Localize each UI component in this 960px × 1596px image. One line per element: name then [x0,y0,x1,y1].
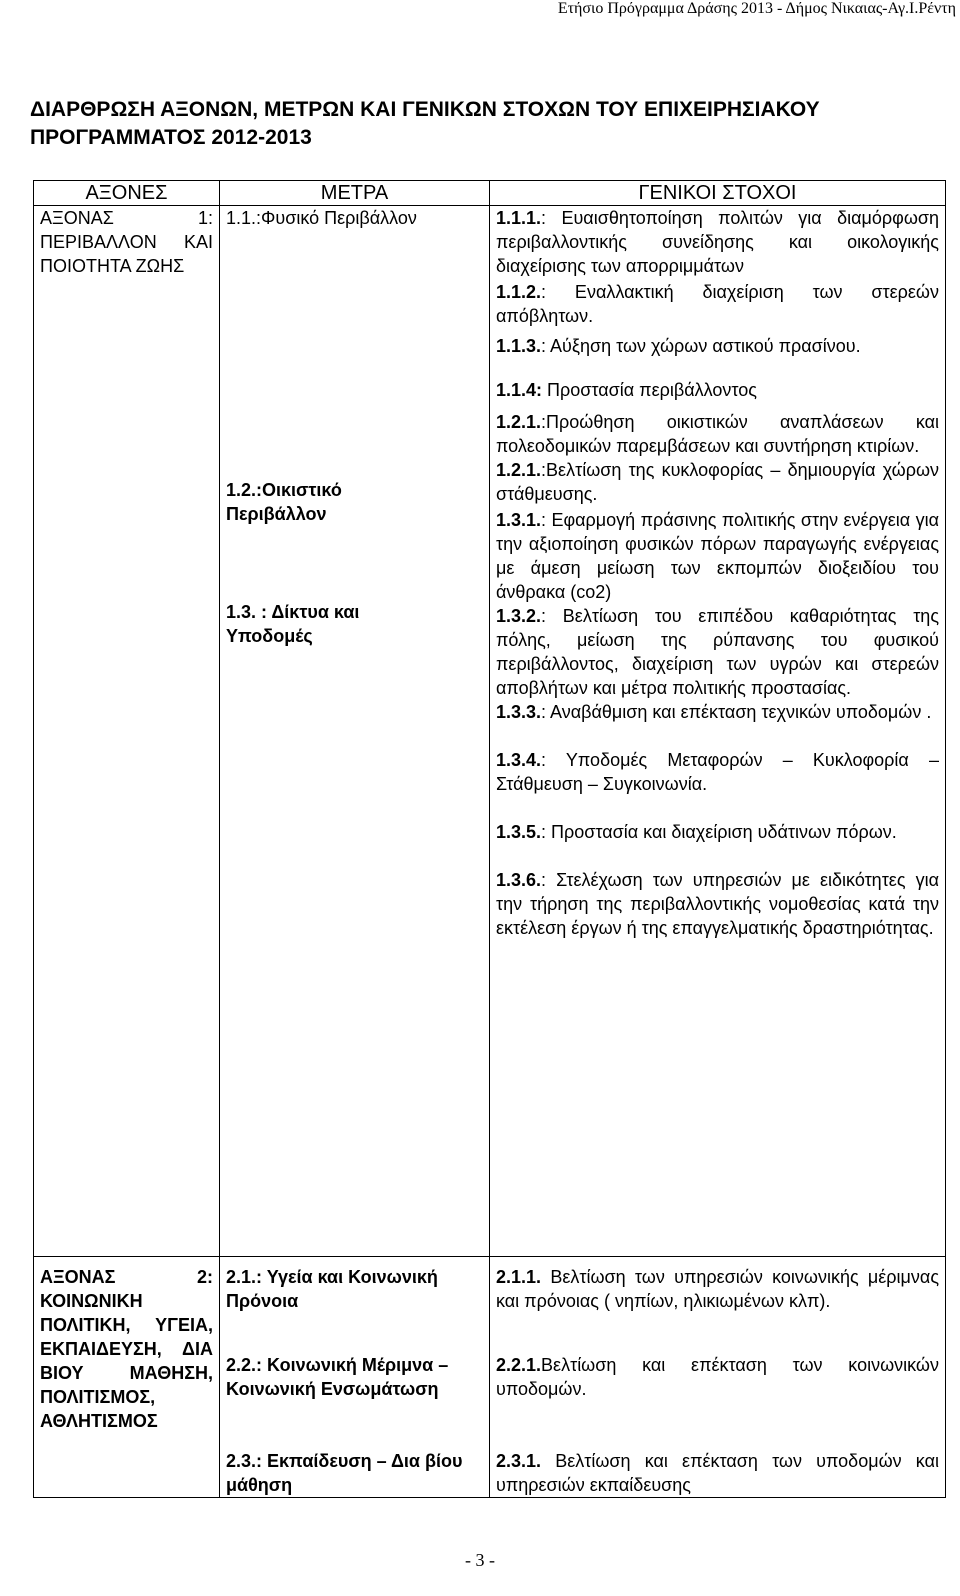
goal-1-2-1a: 1.2.1.:Προώθηση οικιστικών αναπλάσεων και πολεοδομικών παρεμβάσεων και συντήρηση κτιρίων. [496,412,939,456]
goal-1-1-3: 1.1.3.: Αύξηση των χώρων αστικού πρασίνου. [496,336,861,356]
measure-2-1: 2.1.: Υγεία και Κοινωνική Πρόνοια [226,1267,438,1311]
table-row-axis1 [34,206,946,1257]
page-number: - 3 - [465,1550,495,1570]
header-measures: ΜΕΤΡΑ [220,181,490,206]
axis1-measures-cell [220,206,490,1257]
structure-table [33,180,946,1498]
running-header: Ετήσιο Πρόγραμμα Δράσης 2013 - Δήμος Νικαιας-Αγ.Ι.Ρέντη [557,0,956,17]
measure-2-3: 2.3.: Εκπαίδευση – Δια βίου μάθηση [226,1451,463,1495]
document-title-line2: ΠΡΟΓΡΑΜΜΑΤΟΣ 2012-2013 [30,126,312,149]
goal-1-3-5: 1.3.5.: Προστασία και διαχείριση υδάτινων πόρων. [496,822,897,842]
measure-1-1: 1.1.:Φυσικό Περιβάλλον [226,208,417,228]
measure-2-2: 2.2.: Κοινωνική Μέριμνα – Κοινωνική Ενσωμάτωση [226,1355,449,1399]
goal-1-3-6: 1.3.6.: Στελέχωση των υπηρεσιών με ειδικότητες για την τήρηση της περιβαλλοντικής νομοθεσίας κατά την εκτέλεση έργων ή της επαγγελματικής δραστηριότητας. [496,870,939,938]
measure-1-3: 1.3. : Δίκτυα και Υποδομές [226,602,360,646]
goal-2-1-1: 2.1.1. Βελτίωση των υπηρεσιών κοινωνικής μέριμνας και πρόνοιας ( νηπίων, ηλικιωμένων κλπ). [496,1267,939,1311]
axis1-cell [34,206,220,1257]
goal-1-3-3: 1.3.3.: Αναβάθμιση και επέκταση τεχνικών υποδομών . [496,702,932,722]
document-title [30,96,940,152]
header-goals: ΓΕΝΙΚΟΙ ΣΤΟΧΟΙ [490,181,946,206]
goal-1-3-4: 1.3.4.: Υποδομές Μεταφορών – Κυκλοφορία – Στάθμευση – Συγκοινωνία. [496,750,939,794]
document-title-line1: ΔΙΑΡΘΡΩΣΗ ΑΞΟΝΩΝ, ΜΕΤΡΩΝ ΚΑΙ ΓΕΝΙΚΩΝ ΣΤΟΧΩΝ ΤΟΥ ΕΠΙΧΕΙΡΗΣΙΑΚΟΥ [30,98,820,121]
goal-1-3-2: 1.3.2.: Βελτίωση του επιπέδου καθαριότητας της πόλης, μείωση της ρύπανσης του φυσικού περιβάλλοντος, διαχείριση των υγρών και στερεών αποβλήτων και μέτρα πολιτικής προστασίας. [496,606,939,698]
goal-2-3-1: 2.3.1. Βελτίωση και επέκταση των υποδομών και υπηρεσιών εκπαίδευσης [496,1451,939,1495]
table-row-axis2 [34,1257,946,1498]
goal-1-3-1: 1.3.1.: Εφαρμογή πράσινης πολιτικής στην ενέργεια για την αξιοποίηση φυσικών πόρων παραγωγής ενέργειας με άμεση μείωση των εκπομπών διοξειδίου του άνθρακα (co2) [496,510,939,602]
axis1-label: ΑΞΟΝΑΣ 1: ΠΕΡΙΒΑΛΛΟΝ ΚΑΙ ΠΟΙΟΤΗΤΑ ΖΩΗΣ [40,208,213,276]
table-header-row [34,181,946,206]
goal-1-1-1: 1.1.1.: Ευαισθητοποίηση πολιτών για διαμόρφωση περιβαλλοντικής συνείδησης και οικολογικής διαχείρισης των απορριμμάτων [496,208,939,276]
measure-1-2: 1.2.:Οικιστικό Περιβάλλον [226,480,342,524]
axis2-cell [34,1257,220,1498]
axis1-goals-cell [490,206,946,1257]
goal-1-1-2: 1.1.2.: Εναλλακτική διαχείριση των στερεών απόβλητων. [496,282,939,326]
axis2-label: ΑΞΟΝΑΣ 2: ΚΟΙΝΩΝΙΚΗ ΠΟΛΙΤΙΚΗ, ΥΓΕΙΑ, ΕΚΠΑΙΔΕΥΣΗ, ΔΙΑ ΒΙΟΥ ΜΑΘΗΣΗ, ΠΟΛΙΤΙΣΜΟΣ, ΑΘΛΗΤΙΣΜΟΣ [40,1267,213,1431]
goal-1-1-4: 1.1.4: Προστασία περιβάλλοντος [496,380,757,400]
axis2-goals-cell [490,1257,946,1498]
axis2-measures-cell [220,1257,490,1498]
goal-1-2-1b: 1.2.1.:Βελτίωση της κυκλοφορίας – δημιουργία χώρων στάθμευσης. [496,460,939,504]
header-axes: ΑΞΟΝΕΣ [34,181,220,206]
goal-2-2-1: 2.2.1.Βελτίωση και επέκταση των κοινωνικών υποδομών. [496,1355,939,1399]
